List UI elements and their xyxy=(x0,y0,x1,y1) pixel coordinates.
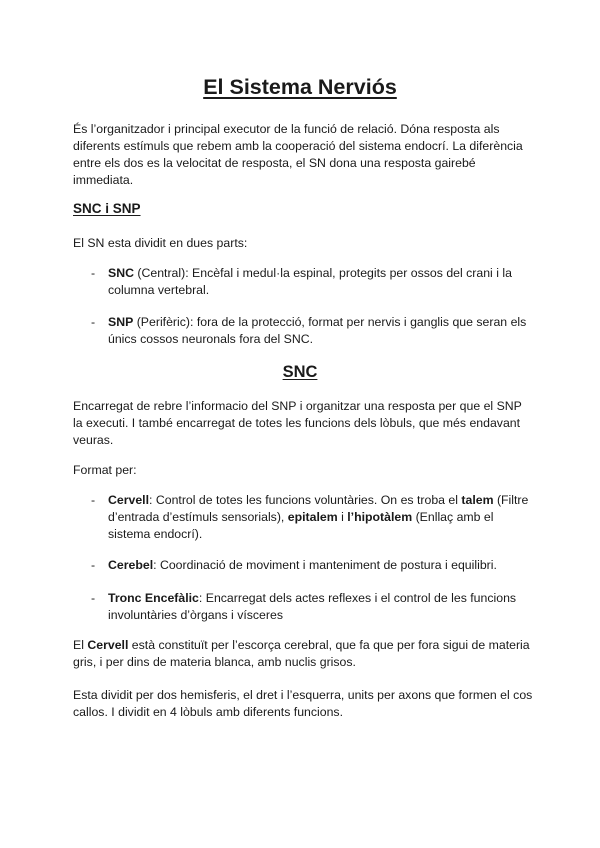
list-item-text xyxy=(108,590,531,624)
bullet-dash: - xyxy=(91,591,96,605)
tronc-description: : Encarregat dels actes reflexes i el control de les funcions involuntàries d’òrgans i vísceres xyxy=(108,591,517,622)
list-item-text xyxy=(108,265,531,299)
term-epitalem: epitalem xyxy=(287,510,338,524)
bullet-dash: - xyxy=(91,315,96,329)
list-item-text xyxy=(108,314,531,348)
list-item-snc xyxy=(91,265,531,299)
term-cervell: Cervell xyxy=(108,493,150,507)
intro-paragraph: És l’organitzador i principal executor de la funció de relació. Dóna resposta als diferents estímuls que rebem amb la cooperació del sistema endocrí. La diferència entre els dos es la velocitat de resposta, el SN dona una resposta gairebé immediata. xyxy=(73,122,523,187)
term-snp: SNP xyxy=(108,315,134,329)
cervell-text-4: (Enllaç amb el sistema endocrí). xyxy=(108,510,494,541)
list-item-text xyxy=(108,557,531,574)
term-snc: SNC xyxy=(108,266,134,280)
cervell-para-text: està constituït per l’escorça cerebral, que fa que per fora sigui de materia gris, i per dins de materia blanca, amb nuclis grisos. xyxy=(73,638,530,669)
cervell-text-1: : Control de totes les funcions voluntàries. On es troba el xyxy=(149,493,462,507)
section1-lead: El SN esta dividit en dues parts: xyxy=(73,236,248,250)
list-item-tronc xyxy=(91,590,531,624)
term-talem: talem xyxy=(461,493,494,507)
cervell-paragraph xyxy=(73,637,533,671)
list-item-cerebel xyxy=(91,557,531,574)
format-label: Format per: xyxy=(73,463,137,477)
cerebel-description: : Coordinació de moviment i manteniment de postura i equilibri. xyxy=(153,558,497,572)
hemispheres-paragraph: Esta dividit per dos hemisferis, el dret i l’esquerra, units per axons que formen el cos callos. I dividit en 4 lòbuls amb diferents funcions. xyxy=(73,688,533,719)
bullet-dash: - xyxy=(91,266,96,280)
cervell-text-2: (Filtre d’entrada d’estímuls sensorials), xyxy=(108,493,529,524)
bullet-dash: - xyxy=(91,493,96,507)
term-hipotalem: l’hipotàlem xyxy=(347,510,413,524)
list-item-snp xyxy=(91,314,531,348)
snc-description-paragraph: Encarregat de rebre l’informacio del SNP i organitzar una resposta per que el SNP la executi. I també encarregat de totes les funcions dels lòbuls, que més endavant veuras. xyxy=(73,399,522,447)
section-heading-snc: SNC xyxy=(282,363,318,381)
term-tronc: Tronc Encefàlic xyxy=(108,591,199,605)
page-title: El Sistema Nerviós xyxy=(203,75,397,99)
section-heading-snc-snp: SNC i SNP xyxy=(73,201,141,216)
cervell-text-3: i xyxy=(337,510,348,524)
snp-description: (Perifèric): fora de la protecció, format per nervis i ganglis que seran els únics cossos neuronals fora del SNC. xyxy=(108,315,527,346)
snc-description: (Central): Encèfal i medul·la espinal, protegits per ossos del crani i la columna vertebral. xyxy=(108,266,512,297)
term-cerebel: Cerebel xyxy=(108,558,154,572)
list-item-text xyxy=(108,492,531,543)
list-item-cervell xyxy=(91,492,531,543)
cervell-para-pre: El xyxy=(73,638,88,652)
term-cervell-para: Cervell xyxy=(87,638,129,652)
bullet-dash: - xyxy=(91,558,96,572)
